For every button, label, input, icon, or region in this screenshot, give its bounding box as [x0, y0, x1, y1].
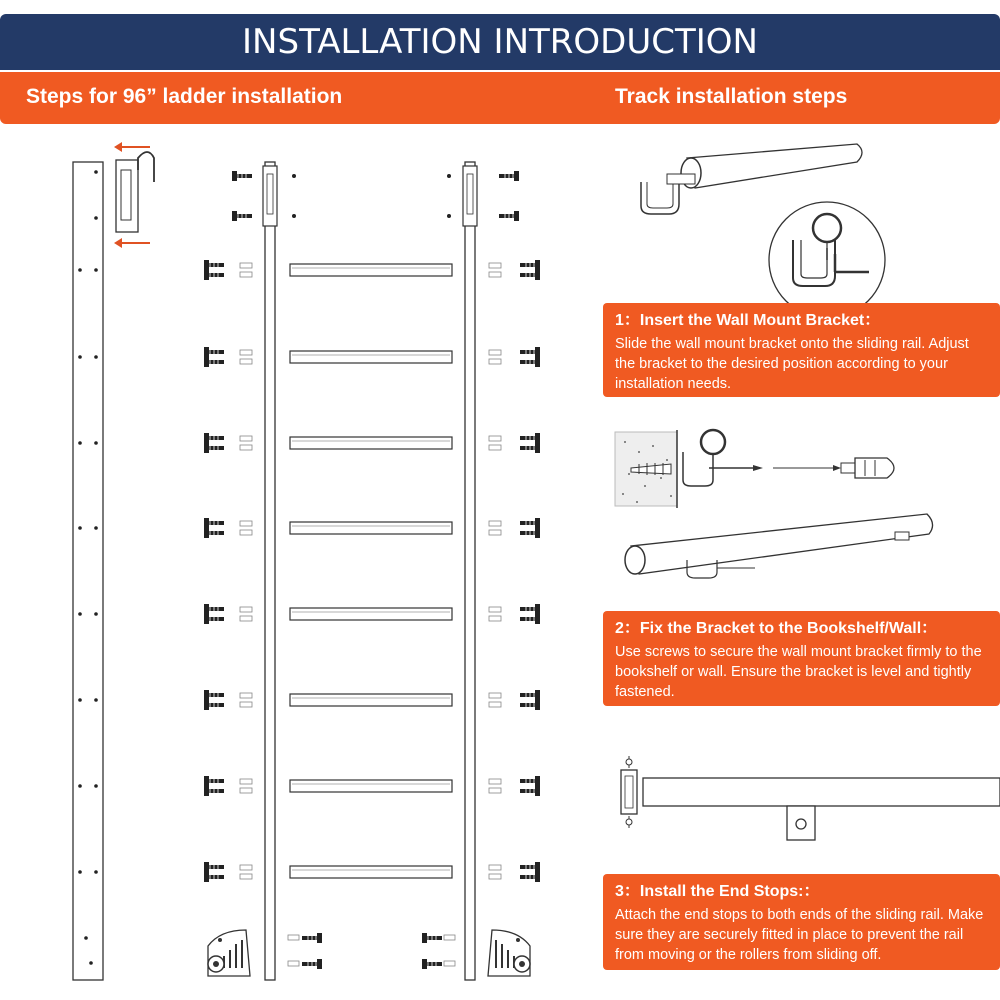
- end-stop-icon: [621, 756, 1000, 840]
- roller-wheel-bracket-icon: [488, 930, 530, 976]
- ladder-side-rail-left-exploded: [73, 162, 103, 980]
- arrow-left-icon: [114, 238, 150, 248]
- step-3-title: 3：Install the End Stops:：: [615, 883, 820, 900]
- step-1-box: [603, 303, 1000, 397]
- ladder-rung: [204, 518, 540, 538]
- ladder-rung: [204, 347, 540, 367]
- ladder-rung: [204, 690, 540, 710]
- ladder-rung: [204, 776, 540, 796]
- step-2-box: [603, 611, 1000, 706]
- step-3-box: [603, 874, 1000, 970]
- ladder-rung: [204, 604, 540, 624]
- step-3-body: Attach the end stops to both ends of the sliding rail. Make sure they are securely fitted in place to prevent the rail from moving or the rollers from sliding off.: [615, 907, 984, 963]
- step-1-body: Slide the wall mount bracket onto the sliding rail. Adjust the bracket to the desired position according to your installation needs.: [615, 336, 969, 392]
- ladder-rail-right: [465, 162, 475, 980]
- rail-mounted-icon: [625, 514, 933, 578]
- roller-wheel-bracket-icon: [208, 930, 250, 976]
- ladder-rung: [204, 260, 540, 280]
- title-banner: [0, 14, 1000, 70]
- step-2-title: 2：Fix the Bracket to the Bookshelf/Wall：: [615, 620, 938, 637]
- bracket-detail-magnifier-icon: [769, 202, 885, 318]
- page-title: INSTALLATION INTRODUCTION: [242, 22, 758, 62]
- hook-bracket-icon: [116, 152, 154, 232]
- step-1-title: 1：Insert the Wall Mount Bracket：: [615, 312, 881, 329]
- ladder-rung: [204, 862, 540, 882]
- ladder-section-heading: Steps for 96” ladder installation: [26, 85, 343, 108]
- section-header-bar: [0, 72, 1000, 124]
- ladder-diagram: [0, 130, 580, 990]
- wall-screw-install-icon: [615, 430, 894, 508]
- ladder-rung: [204, 433, 540, 453]
- arrow-left-icon: [114, 142, 150, 152]
- track-section-heading: Track installation steps: [615, 85, 848, 108]
- step-2-body: Use screws to secure the wall mount bracket firmly to the bookshelf or wall. Ensure the bracket is level and tightly fastened.: [615, 644, 982, 700]
- ladder-rail-left: [265, 162, 275, 980]
- track-diagram: [595, 130, 1000, 870]
